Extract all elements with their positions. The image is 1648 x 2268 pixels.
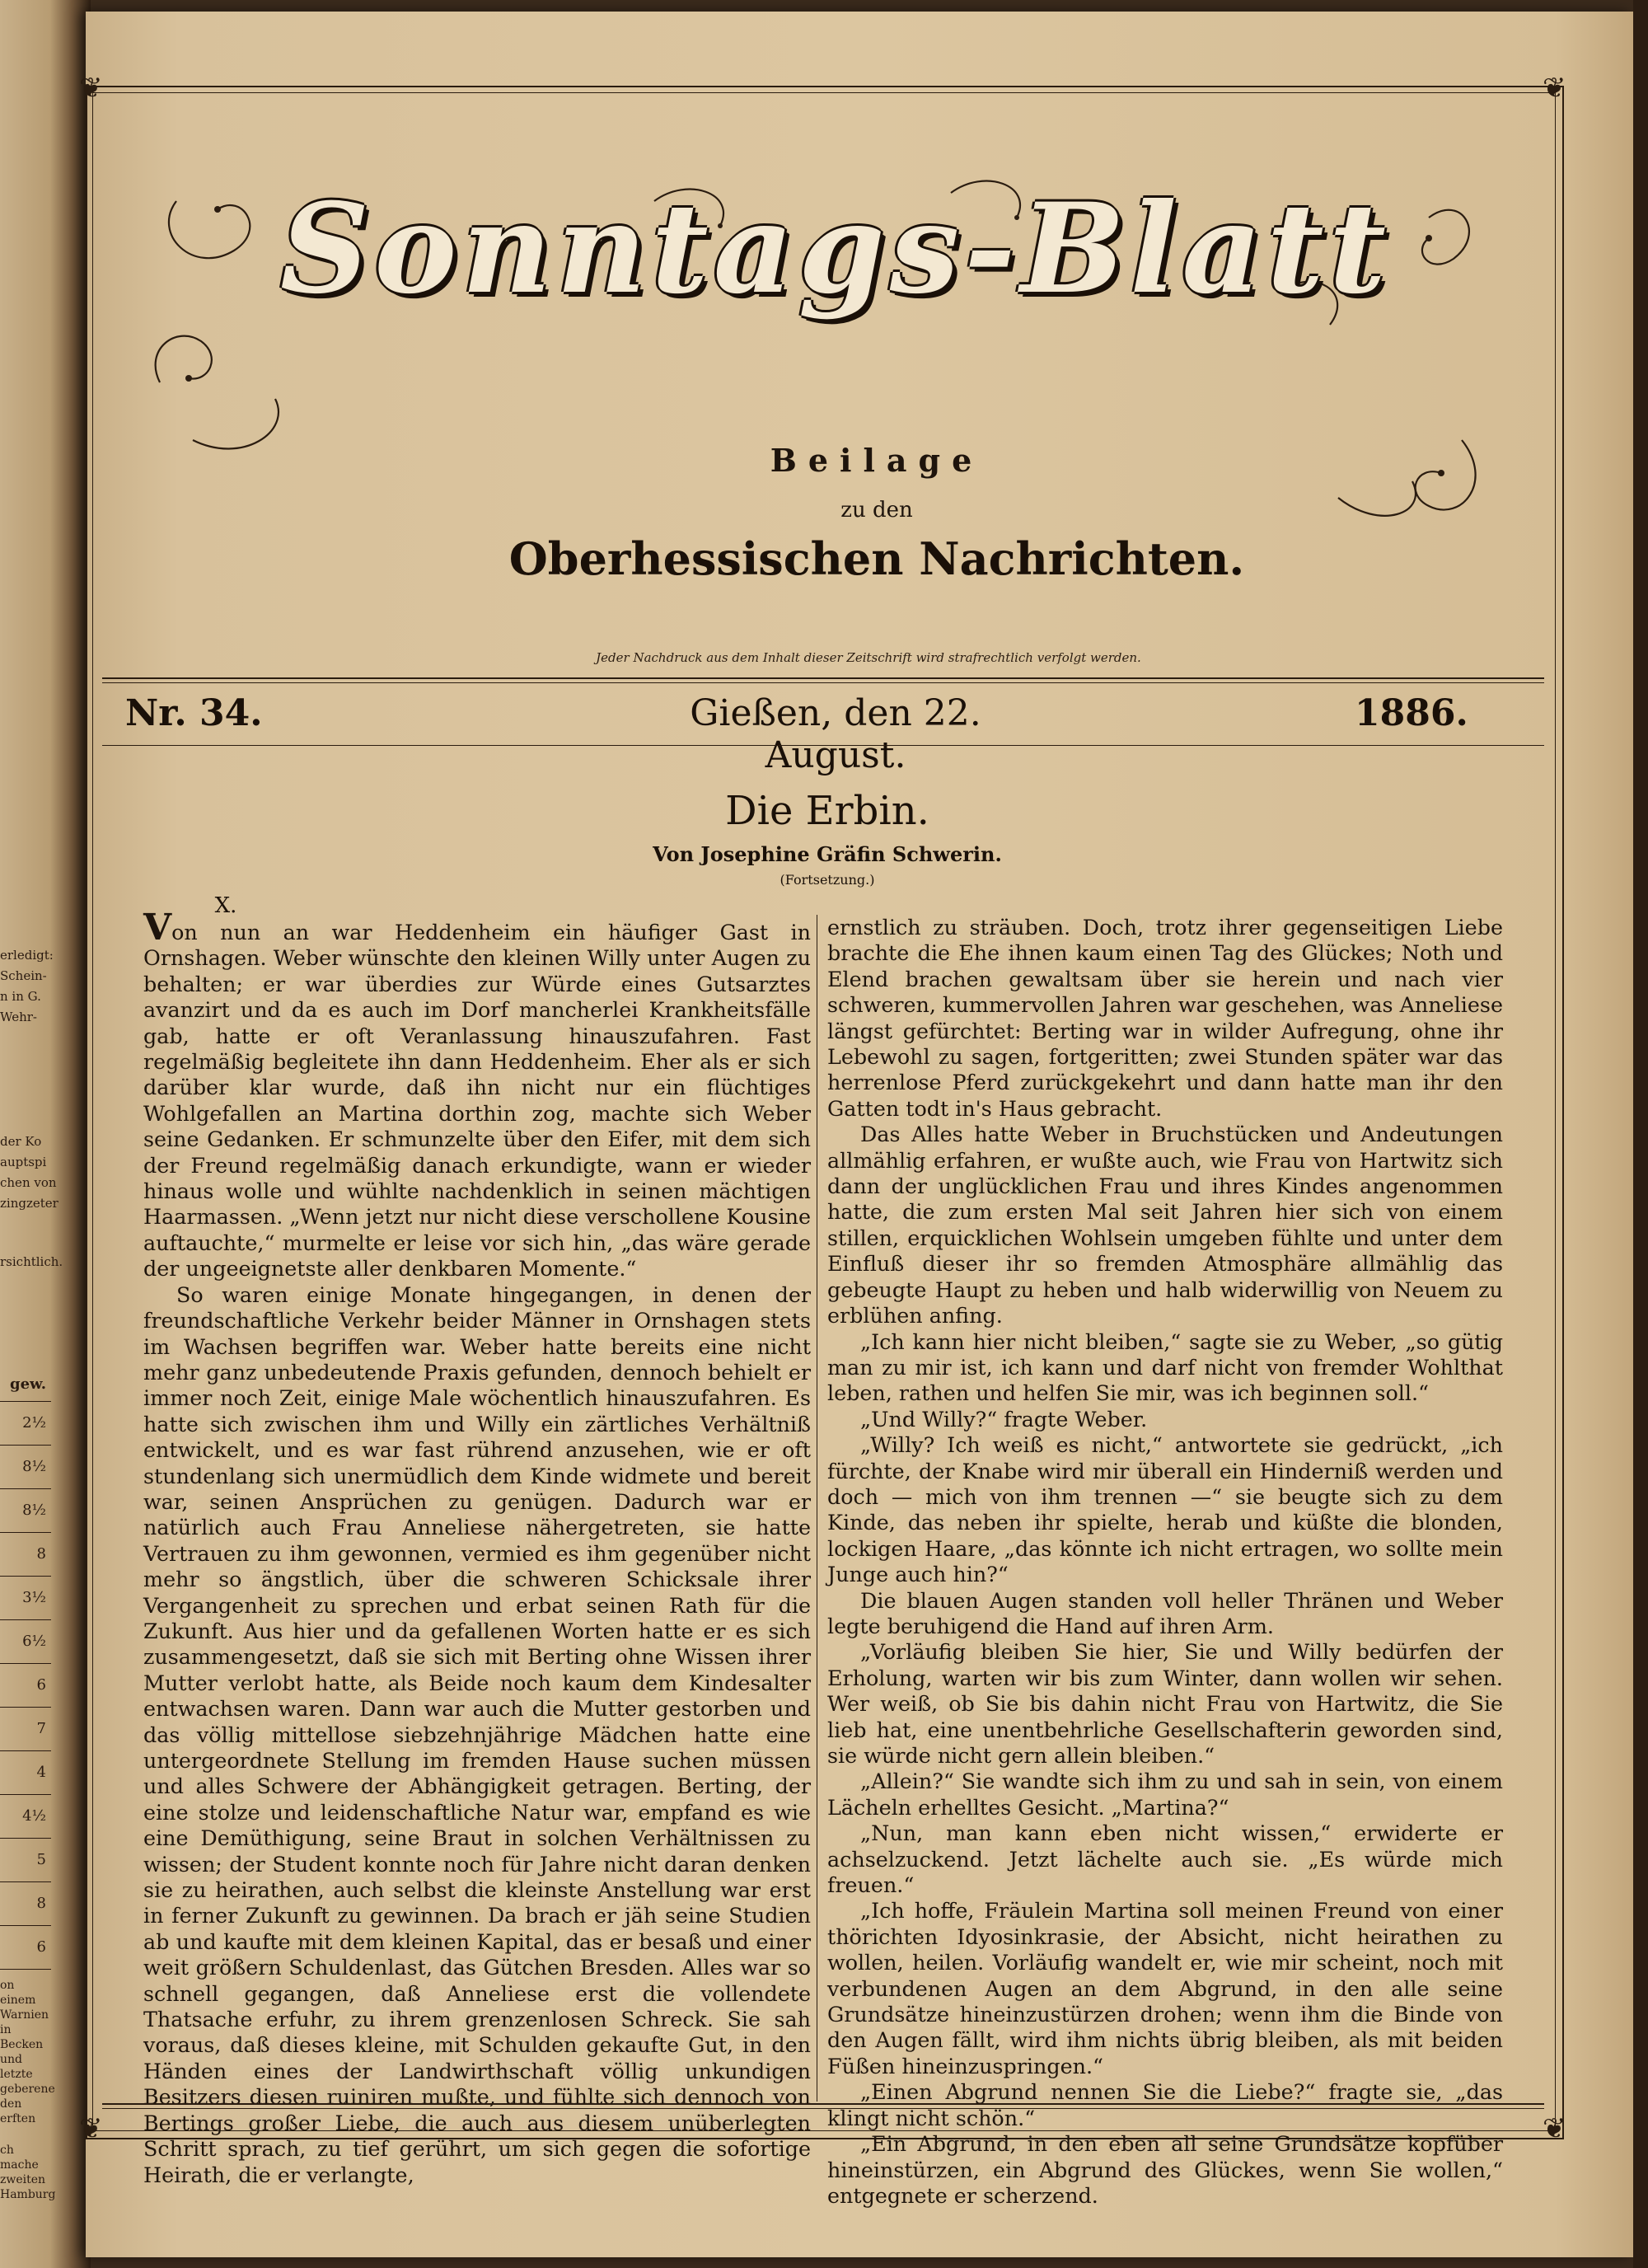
table-cell: 8: [0, 1533, 51, 1577]
newspaper-page: [79, 12, 1633, 2257]
paragraph: „Willy? Ich weiß es nicht,“ antwortete sie gedrückt, „ich fürchte, der Knabe wird mir überall ein Hinderniß werden und doch — mich von ihm trennen —“ sie beugte sich zu dem Kinde, das neben ihr spielte, herab und küßte die blonden, lockigen Haare, „das könnte ich nicht ertragen, wo sollte mein Junge auch hin?“: [827, 1432, 1503, 1587]
table-cell: 6: [0, 1926, 51, 1970]
paragraph: ernstlich zu sträuben. Doch, trotz ihrer gegenseitigen Liebe brachte die Ehe ihnen kaum einen Tag des Glückes; Noth und Elend brachen gewaltsam über sie herein und nach vier schweren, kummervollen Jahren war geschehen, was Anneliese längst gefürchtet: Berting war in wilder Aufregung, ohne ihr Lebewohl zu sagen, fortgeritten; zwei Stunden später war das herrenlose Pferd zurückgekehrt und dann hatte man ihr den Gatten todt in's Haus gebracht.: [827, 915, 1503, 1121]
table-cell: 6: [0, 1664, 51, 1708]
fragment: ch mache: [0, 2144, 39, 2172]
masthead-publication: Oberhessischen Nachrichten.: [508, 532, 1245, 585]
issue-date: Gießen, den 22. August.: [690, 692, 981, 776]
previous-page-table: [0, 1368, 56, 2202]
paragraph: Von nun an war Heddenheim ein häufiger Gast in Ornshagen. Weber wünschte den kleinen Willy unter Augen zu behalten; er war überdies zur Würde eines Gutsarztes avanzirt und da es auch im Dorf mancherlei Krankheitsfälle gab, hatte er oft Veranlassung hinauszufahren. Fast regelmäßig begleitete ihn dann Heddenheim. Eher als er sich darüber klar wurde, daß ihn nicht nur ein flüchtiges Wohlgefallen an Martina dorthin zog, machte sich Weber seine Gedanken. Er schmunzelte über den Eifer, mit dem sich der Freund regelmäßig danach erkundigte, wann er wieder hinaus wolle und wühlte nachdenklich in seinen mächtigen Haarmassen. „Wenn jetzt nur nicht diese verschollene Kousine auftauchte,“ murmelte er leise vor sich hin, „das wäre gerade der ungeeignetste aller denkbaren Momente.“: [143, 907, 811, 1282]
fragment: n in G.: [0, 989, 41, 1004]
fragment: und letzte: [0, 2053, 33, 2081]
masthead-subtitle-small: zu den: [840, 498, 913, 522]
fragment: in Becken: [0, 2023, 44, 2051]
table-cell: 3½: [0, 1577, 51, 1620]
paragraph: „Vorläufig bleiben Sie hier, Sie und Willy bedürfen der Erholung, warten wir bis zum Winter, dann wollen wir sehen. Wer weiß, ob Sie bis dahin nicht Frau von Hartwitz, die Sie lieb hat, eine unentbehrliche Gesellschafterin geworden sind, sie würde nicht gern allein bleiben.“: [827, 1639, 1503, 1768]
table-header: gew.: [0, 1368, 51, 1402]
table-cell: 2½: [0, 1402, 51, 1446]
fragment: zweiten: [0, 2173, 46, 2186]
divider: [102, 2103, 1544, 2105]
story-author: Von Josephine Gräfin Schwerin.: [653, 842, 1002, 866]
table-cell: 8: [0, 1882, 51, 1926]
story-continuation: (Fortsetzung.): [780, 872, 875, 888]
story-title: Die Erbin.: [725, 788, 929, 834]
table-cell: 5: [0, 1839, 51, 1882]
text-column-left: [143, 907, 811, 2187]
fragment: Schein-: [0, 968, 47, 983]
paragraph: „Ich hoffe, Fräulein Martina soll meinen Freund von einer thörichten Idyosinkrasie, der Absicht, nicht heirathen zu wollen, heilen. Vorläufig wandelt er, wie mir scheint, noch mit verbundenen Augen an dem Abgrund, in den alle seine Grundsätze hineinzustürzen drohen; wenn ihm die Binde von den Augen fällt, wird ihm nichts übrig bleiben, als mit beiden Füßen hineinzuspringen.“: [827, 1898, 1503, 2078]
fragment: Warnien: [0, 2008, 49, 2022]
fragment: Wehr-: [0, 1010, 37, 1024]
previous-page-fragments: [0, 948, 63, 1275]
divider: [102, 682, 1544, 683]
table-cell: 8½: [0, 1489, 51, 1533]
fragment-gap: [0, 1030, 51, 1129]
corner-ornament-icon: ❦: [1543, 72, 1566, 105]
fragment: den erften: [0, 2097, 36, 2125]
corner-ornament-icon: ❦: [1543, 2112, 1566, 2145]
chapter-number: X.: [214, 893, 237, 918]
fragment: chen von: [0, 1175, 57, 1190]
text-column-right: [827, 915, 1503, 2208]
divider: [102, 745, 1544, 746]
paragraph: „Einen Abgrund nennen Sie die Liebe?“ fragte sie, „das klingt nicht schön.“: [827, 2079, 1503, 2130]
paragraph: „Allein?“ Sie wandte sich ihm zu und sah in sein, von einem Lächeln erhelltes Gesicht. „Martina?“: [827, 1769, 1503, 1820]
paragraph: „Ein Abgrund, in den eben all seine Grundsätze kopfüber hineinstürzen, ein Abgrund des Glückes, wenn Sie wollen,“ entgegnete er scherzend.: [827, 2131, 1503, 2208]
fragment: zingzeter: [0, 1196, 59, 1211]
fragment: on einem: [0, 1979, 36, 2007]
copyright-notice: Jeder Nachdruck aus dem Inhalt dieser Zeitschrift wird strafrechtlich verfolgt werden.: [596, 650, 1141, 665]
masthead-subtitle: Beilage: [770, 442, 984, 479]
table-cell: 6½: [0, 1620, 51, 1664]
issue-number: Nr. 34.: [125, 692, 263, 734]
paragraph: So waren einige Monate hingegangen, in denen der freundschaftliche Verkehr beider Männer in Ornshagen stets im Wachsen begriffen war. Weber hatte bereits eine nicht mehr ganz unbedeutende Praxis gefunden, dennoch behielt er immer noch Zeit, einige Male wöchentlich hinauszufahren. Es hatte sich zwischen ihm und Willy ein zärtliches Verhältniß entwickelt, und es war fast rührend anzusehen, wie er oft stundenlang sich unermüdlich dem Kinde widmete und bereit war, seinen Ansprüchen zu genügen. Dadurch war er natürlich auch Frau Anneliese nähergetreten, sie hatte Vertrauen zu ihm gewonnen, vermied es ihm gegenüber nicht mehr so ängstlich, über die schweren Schicksale ihrer Vergangenheit zu sprechen und erbat seinen Rath für die Zukunft. Aus hier und da gefallenen Worten hatte er es sich zusammengesetzt, daß sie sich mit Berting ohne Wissen ihrer Mutter verlobt hatte, als Beide noch kaum dem Kindesalter entwachsen waren. Dann war auch die Mutter gestorben und das völlig mittellose siebzehnjährige Mädchen hatte eine untergeordnete Stellung im fremden Hause suchen müssen und alles Schwere der Abhängigkeit getragen. Berting, der eine stolze und leidenschaftliche Natur war, empfand es wie eine Demüthigung, seine Braut in solchen Verhältnissen zu wissen; der Student konnte noch für Jahre nicht daran denken sie zu heirathen, auch selbst die kleinste Anstellung war erst in ferner Zukunft zu gewinnen. Da brach er jäh seine Studien ab und kaufte mit dem kleinen Kapital, das er besaß und einer weit größern Schuldenlast, das Gütchen Bresden. Alles war so schnell gegangen, daß Anneliese erst die vollendete Thatsache erfuhr, zu ihrem grenzenlosen Schreck. Sie sah voraus, daß dieses kleine, mit Schulden gekaufte Gut, in den Händen eines der Landwirthschaft völlig unkundigen Besitzers diesen ruiniren mußte, und fühlte sich dennoch von Bertings großer Liebe, die auch aus diesem unüberlegten Schritt sprach, zu tief gerührt, um sich gegen die sofortige Heirath, die er verlangte,: [143, 1282, 811, 2187]
divider: [102, 677, 1544, 679]
corner-ornament-icon: ❦: [79, 2112, 103, 2145]
paragraph: Die blauen Augen standen voll heller Thränen und Weber legte beruhigend die Hand auf ihren Arm.: [827, 1587, 1503, 1638]
table-cell: 7: [0, 1708, 51, 1751]
fragment: erledigt:: [0, 948, 54, 963]
paragraph: „Ich kann hier nicht bleiben,“ sagte sie zu Weber, „so gütig man zu mir ist, ich kann und darf nicht von fremder Wohlthat leben, rathen und helfen Sie mir, was ich beginnen soll.“: [827, 1328, 1503, 1406]
fragment: auptspi: [0, 1155, 47, 1169]
masthead-title: Sonntags-Blatt: [279, 176, 1392, 321]
table-cell: 4½: [0, 1795, 51, 1839]
paragraph: „Nun, man kann eben nicht wissen,“ erwiderte er achselzuckend. Jetzt lächelte auch sie. „Es würde mich freuen.“: [827, 1820, 1503, 1898]
book-spine: [0, 0, 91, 2268]
issue-year: 1886.: [1355, 692, 1468, 734]
paragraph: „Und Willy?“ fragte Weber.: [860, 1406, 1148, 1432]
fragment: rsichtlich.: [0, 1254, 63, 1269]
fragment: Hamburg: [0, 2188, 56, 2201]
table-cell: 4: [0, 1751, 51, 1795]
divider: [102, 2108, 1544, 2109]
fragment: geberene: [0, 2083, 55, 2096]
table-cell: 8½: [0, 1446, 51, 1489]
fragment-gap: [0, 1216, 51, 1249]
paragraph: Das Alles hatte Weber in Bruchstücken und Andeutungen allmählig erfahren, er wußte auch, wie Frau von Hartwitz sich dann der unglücklichen Frau und ihres Kindes angenommen hatte, die zum ersten Mal seit Jahren hier sich von einem stillen, erquicklichen Wohlsein umgeben fühlte und unter dem Einfluß dieser ihr so fremden Atmosphäre allmählig das gebeugte Haupt zu heben und halb widerwillig von Neuem zu erblühen anfing.: [827, 1122, 1503, 1328]
fragment: der Ko: [0, 1134, 42, 1149]
corner-ornament-icon: ❦: [79, 72, 103, 105]
page-edge-shadow: [1633, 0, 1648, 2268]
